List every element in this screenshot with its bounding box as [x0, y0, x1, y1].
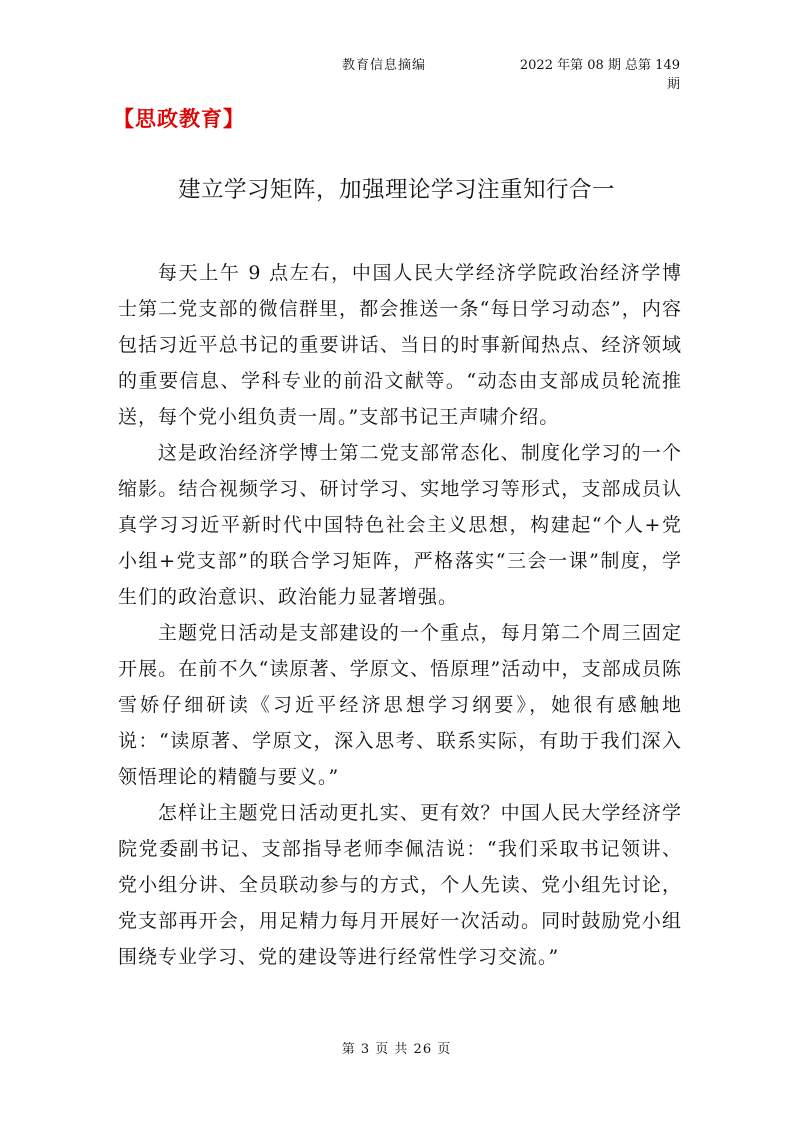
paragraph: 主题党日活动是支部建设的一个重点，每月第二个周三固定开展。在前不久“读原著、学原文、悟原理”活动中，支部成员陈雪娇仔细研读《习近平经济思想学习纲要》，她很有感触地说：“读原著、学原文，深入思考、联系实际，有助于我们深入领悟理论的精髓与要义。”	[118, 622, 682, 788]
page-header	[0, 54, 793, 92]
publication-name: 教育信息摘编	[342, 58, 427, 73]
page-number: 第 3 页 共 26 页	[341, 1042, 452, 1057]
article-body	[118, 255, 682, 975]
paragraph: 怎样让主题党日活动更扎实、更有效？中国人民大学经济学院党委副书记、支部指导老师李佩洁说：“我们采取书记领讲、党小组分讲、全员联动参与的方式，个人先读、党小组先讨论，党支部再开会，用足精力每月开展好一次活动。同时鼓励党小组围绕专业学习、党的建设等进行经常性学习交流。”	[118, 802, 682, 968]
paragraph: 这是政治经济学博士第二党支部常态化、制度化学习的一个缩影。结合视频学习、研讨学习、实地学习等形式，支部成员认真学习习近平新时代中国特色社会主义思想，构建起“个人+党小组+党支部”的联合学习矩阵，严格落实“三会一课”制度，学生们的政治意识、政治能力显著增强。	[118, 442, 682, 608]
issue-number: 2022 年第 08 期 总第 149 期	[519, 58, 680, 92]
header-divider	[118, 78, 680, 79]
paragraph: 每天上午 9 点左右，中国人民大学经济学院政治经济学博士第二党支部的微信群里，都会推送一条“每日学习动态”，内容包括习近平总书记的重要讲话、当日的时事新闻热点、经济领域的重要信息、学科专业的前沿文献等。“动态由支部成员轮流推送，每个党小组负责一周。”支部书记王声啸介绍。	[118, 262, 682, 428]
section-tag: 【思政教育】	[113, 107, 245, 131]
article-title: 建立学习矩阵，加强理论学习注重知行合一	[177, 177, 615, 203]
